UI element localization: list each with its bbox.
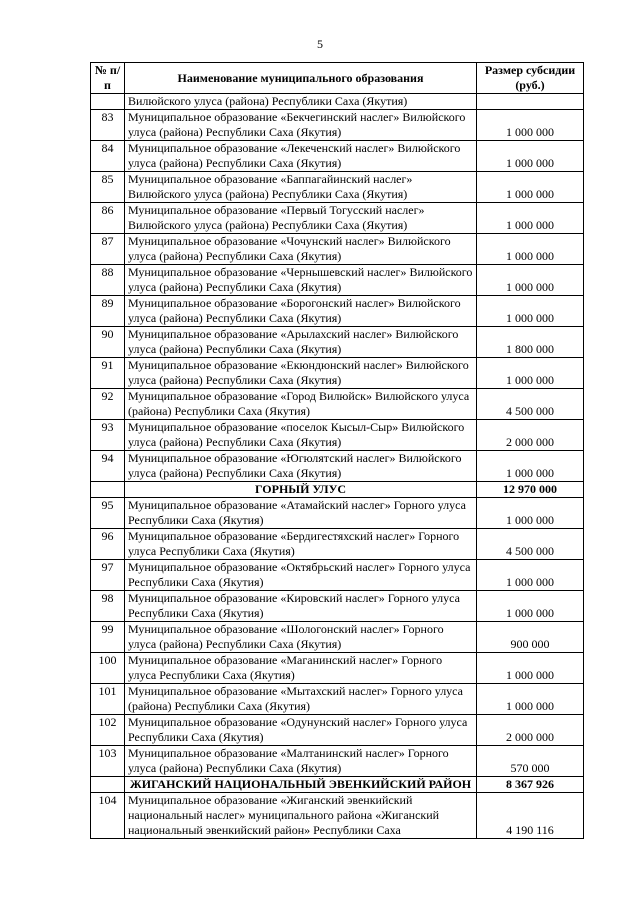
row-name: Муниципальное образование «Одунунский наслег» Горного улуса Республики Саха (Якутия) xyxy=(125,715,477,746)
table-row xyxy=(91,110,584,141)
row-num: 103 xyxy=(91,746,125,777)
table-row xyxy=(91,389,584,420)
row-num: 94 xyxy=(91,451,125,482)
table-row xyxy=(91,529,584,560)
row-amount: 1 000 000 xyxy=(477,451,584,482)
row-name: Муниципальное образование «Екюндюнский наслег» Вилюйского улуса (района) Республики Саха (Якутия) xyxy=(125,358,477,389)
row-name: ЖИГАНСКИЙ НАЦИОНАЛЬНЫЙ ЭВЕНКИЙСКИЙ РАЙОН xyxy=(125,777,477,793)
row-name: Муниципальное образование «Бекчегинский наслег» Вилюйского улуса (района) Республики Саха (Якутия) xyxy=(125,110,477,141)
table-row xyxy=(91,498,584,529)
header-num: № п/п xyxy=(91,63,125,94)
row-name: ГОРНЫЙ УЛУС xyxy=(125,482,477,498)
row-amount: 1 000 000 xyxy=(477,265,584,296)
row-name: Муниципальное образование «Маганинский наслег» Горного улуса Республики Саха (Якутия) xyxy=(125,653,477,684)
subsidy-table xyxy=(90,62,584,839)
row-amount: 1 000 000 xyxy=(477,110,584,141)
table-row xyxy=(91,653,584,684)
row-name: Муниципальное образование «Борогонский наслег» Вилюйского улуса (района) Республики Саха (Якутия) xyxy=(125,296,477,327)
row-amount: 1 000 000 xyxy=(477,560,584,591)
header-amount: Размер субсидии (руб.) xyxy=(477,63,584,94)
table-row xyxy=(91,591,584,622)
table-row xyxy=(91,622,584,653)
row-name: Муниципальное образование «Жиганский эвенкийский национальный наслег» муниципального района «Жиганский национальный эвенкийский район» Республики Саха xyxy=(125,793,477,839)
row-amount: 4 190 116 xyxy=(477,793,584,839)
row-amount: 1 000 000 xyxy=(477,234,584,265)
row-name: Муниципальное образование «Шологонский наслег» Горного улуса (района) Республики Саха (Якутия) xyxy=(125,622,477,653)
row-num xyxy=(91,482,125,498)
row-amount: 1 000 000 xyxy=(477,172,584,203)
row-name: Муниципальное образование «Малтанинский наслег» Горного улуса (района) Республики Саха (Якутия) xyxy=(125,746,477,777)
row-num: 86 xyxy=(91,203,125,234)
row-name: Муниципальное образование «Баппагайинский наслег» Вилюйского улуса (района) Республики Саха (Якутия) xyxy=(125,172,477,203)
continuation-row xyxy=(91,94,584,110)
row-name: Муниципальное образование «Октябрьский наслег» Горного улуса Республики Саха (Якутия) xyxy=(125,560,477,591)
row-num: 96 xyxy=(91,529,125,560)
row-amount: 1 000 000 xyxy=(477,141,584,172)
table-body xyxy=(91,94,584,839)
table-row xyxy=(91,327,584,358)
row-num: 89 xyxy=(91,296,125,327)
table-row xyxy=(91,715,584,746)
row-num xyxy=(91,777,125,793)
row-amount: 1 000 000 xyxy=(477,591,584,622)
row-amount: 4 500 000 xyxy=(477,389,584,420)
row-num: 88 xyxy=(91,265,125,296)
section-row xyxy=(91,482,584,498)
row-amount: 1 000 000 xyxy=(477,358,584,389)
row-amount: 2 000 000 xyxy=(477,420,584,451)
table-row xyxy=(91,746,584,777)
header-name: Наименование муниципального образования xyxy=(125,63,477,94)
row-amount: 1 000 000 xyxy=(477,653,584,684)
table-row xyxy=(91,234,584,265)
row-name: Муниципальное образование «Югюлятский наслег» Вилюйского улуса (района) Республики Саха (Якутия) xyxy=(125,451,477,482)
row-name: Вилюйского улуса (района) Республики Саха (Якутия) xyxy=(125,94,477,110)
row-num: 100 xyxy=(91,653,125,684)
table-row xyxy=(91,420,584,451)
row-num: 83 xyxy=(91,110,125,141)
table-header-row xyxy=(91,63,584,94)
row-num: 92 xyxy=(91,389,125,420)
row-num: 87 xyxy=(91,234,125,265)
row-name: Муниципальное образование «Чочунский наслег» Вилюйского улуса (района) Республики Саха (Якутия) xyxy=(125,234,477,265)
table-row xyxy=(91,141,584,172)
row-amount: 12 970 000 xyxy=(477,482,584,498)
row-name: Муниципальное образование «поселок Кысыл-Сыр» Вилюйского улуса (района) Республики Саха (Якутия) xyxy=(125,420,477,451)
row-amount: 8 367 926 xyxy=(477,777,584,793)
page-number: 5 xyxy=(317,37,323,51)
row-name: Муниципальное образование «Мытахский наслег» Горного улуса (района) Республики Саха (Якутия) xyxy=(125,684,477,715)
row-name: Муниципальное образование «Бердигестяхский наслег» Горного улуса Республики Саха (Якутия) xyxy=(125,529,477,560)
table-row xyxy=(91,358,584,389)
section-row xyxy=(91,777,584,793)
table-row xyxy=(91,172,584,203)
row-amount: 570 000 xyxy=(477,746,584,777)
row-num: 93 xyxy=(91,420,125,451)
row-num: 90 xyxy=(91,327,125,358)
row-amount: 1 800 000 xyxy=(477,327,584,358)
row-num: 104 xyxy=(91,793,125,839)
row-amount: 4 500 000 xyxy=(477,529,584,560)
row-amount: 2 000 000 xyxy=(477,715,584,746)
row-name: Муниципальное образование «Чернышевский наслег» Вилюйского улуса (района) Республики Саха (Якутия) xyxy=(125,265,477,296)
table-row xyxy=(91,296,584,327)
row-num: 99 xyxy=(91,622,125,653)
row-name: Муниципальное образование «Первый Тогусский наслег» Вилюйского улуса (района) Республики Саха (Якутия) xyxy=(125,203,477,234)
row-amount: 900 000 xyxy=(477,622,584,653)
table-row xyxy=(91,265,584,296)
row-num: 101 xyxy=(91,684,125,715)
row-num: 85 xyxy=(91,172,125,203)
table-row xyxy=(91,560,584,591)
row-num: 102 xyxy=(91,715,125,746)
table-row xyxy=(91,203,584,234)
row-amount: 1 000 000 xyxy=(477,296,584,327)
table-row xyxy=(91,793,584,839)
row-num: 97 xyxy=(91,560,125,591)
row-num: 91 xyxy=(91,358,125,389)
row-name: Муниципальное образование «Атамайский наслег» Горного улуса Республики Саха (Якутия) xyxy=(125,498,477,529)
row-amount: 1 000 000 xyxy=(477,203,584,234)
row-name: Муниципальное образование «Арылахский наслег» Вилюйского улуса (района) Республики Саха (Якутия) xyxy=(125,327,477,358)
row-name: Муниципальное образование «Кировский наслег» Горного улуса Республики Саха (Якутия) xyxy=(125,591,477,622)
row-amount: 1 000 000 xyxy=(477,684,584,715)
row-num: 95 xyxy=(91,498,125,529)
row-name: Муниципальное образование «Лекеченский наслег» Вилюйского улуса (района) Республики Саха (Якутия) xyxy=(125,141,477,172)
row-amount: 1 000 000 xyxy=(477,498,584,529)
row-amount xyxy=(477,94,584,110)
row-name: Муниципальное образование «Город Вилюйск» Вилюйского улуса (района) Республики Саха (Якутия) xyxy=(125,389,477,420)
table-row xyxy=(91,684,584,715)
row-num: 84 xyxy=(91,141,125,172)
row-num: 98 xyxy=(91,591,125,622)
row-num xyxy=(91,94,125,110)
table-row xyxy=(91,451,584,482)
